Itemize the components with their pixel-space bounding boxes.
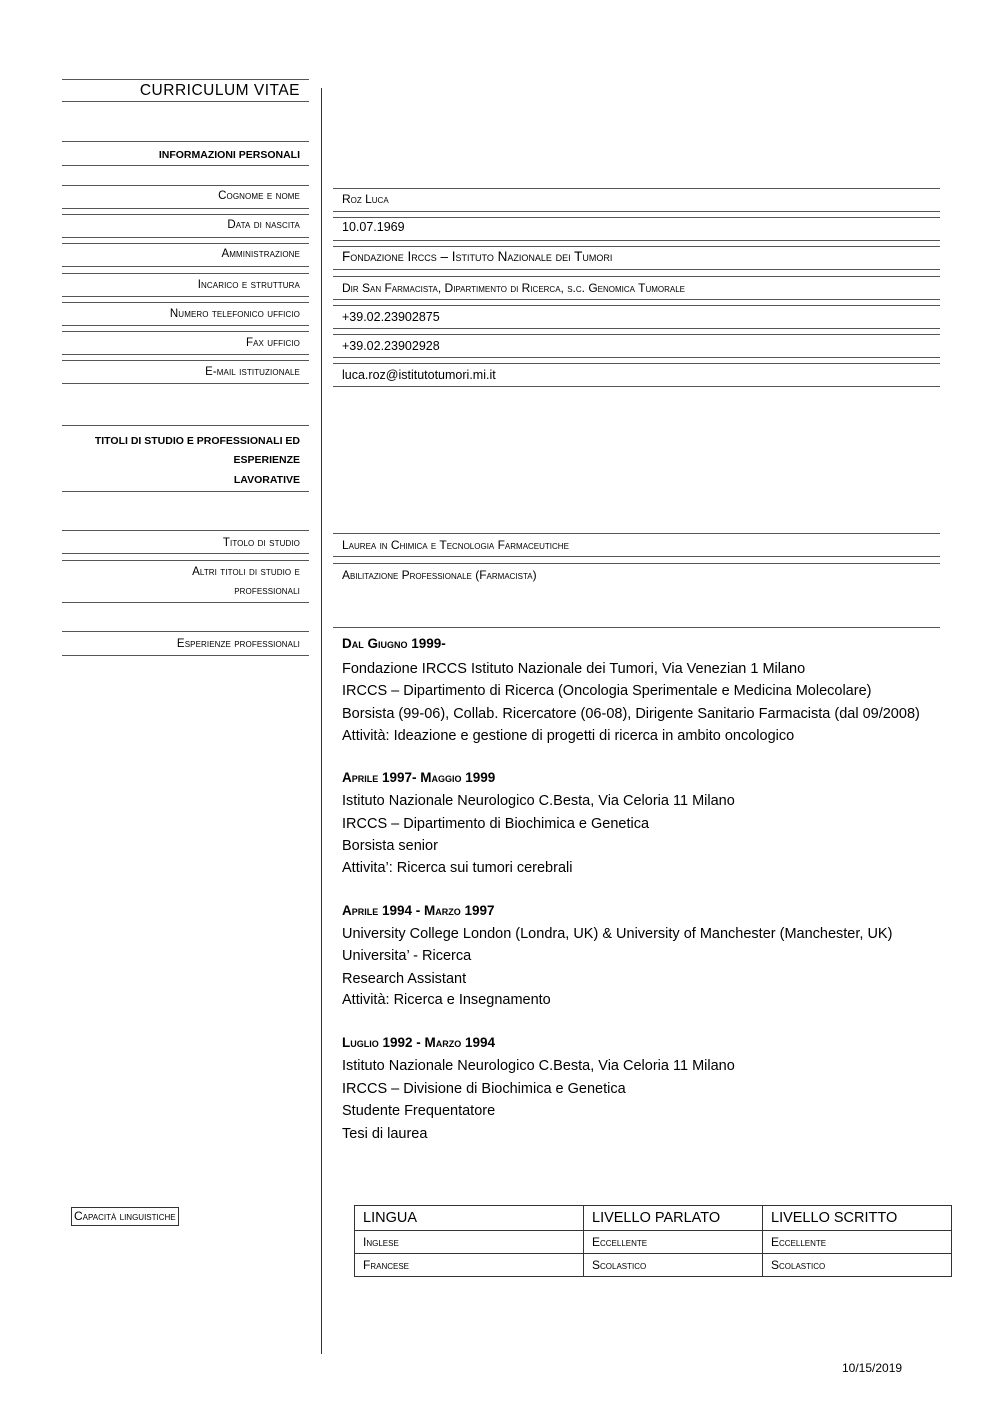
experience-line: University College London (Londra, UK) & University of Manchester (Manchester, UK): [342, 926, 893, 942]
divider: [333, 276, 940, 277]
experience-date: Aprile 1997- Maggio 1999: [342, 770, 496, 785]
titles-section-title-line3: LAVORATIVE: [233, 474, 300, 486]
table-cell: Francese: [355, 1254, 584, 1277]
label-birthdate: Data di nascita: [227, 219, 300, 231]
divider: [333, 299, 940, 300]
divider: [62, 560, 309, 561]
languages-table: [354, 1205, 952, 1277]
divider: [333, 357, 940, 358]
table-cell: Eccellente: [763, 1231, 952, 1254]
value-phone: +39.02.23902875: [342, 310, 440, 324]
table-row: [355, 1206, 952, 1231]
label-experience: Esperienze professionali: [176, 638, 300, 650]
value-position: Dir San Farmacista, Dipartimento di Ricerca, s.c. Genomica Tumorale: [342, 281, 686, 295]
divider: [62, 266, 309, 267]
titles-section-title-line2: ESPERIENZE: [233, 454, 300, 466]
table-header: LIVELLO SCRITTO: [763, 1206, 952, 1231]
label-study-title: Titolo di studio: [222, 537, 300, 549]
divider: [62, 273, 309, 274]
label-administration: Amministrazione: [221, 248, 300, 260]
divider: [333, 363, 940, 364]
divider: [62, 296, 309, 297]
label-phone: Numero telefonico ufficio: [169, 308, 300, 320]
divider: [62, 214, 309, 215]
divider: [333, 217, 940, 218]
table-header: LINGUA: [355, 1206, 584, 1231]
table-cell: Eccellente: [584, 1231, 763, 1254]
divider: [62, 553, 309, 554]
label-other-titles-line2: professionali: [234, 585, 300, 597]
header-rule-bottom: [62, 101, 309, 102]
divider: [333, 386, 940, 387]
languages-label: Capacità linguistiche: [71, 1207, 179, 1226]
divider: [333, 305, 940, 306]
divider: [333, 240, 940, 241]
divider: [62, 602, 309, 603]
divider: [62, 185, 309, 186]
experience-line: Borsista (99-06), Collab. Ricercatore (06-08), Dirigente Sanitario Farmacista (dal 09/2008): [342, 706, 920, 722]
divider: [333, 328, 940, 329]
divider: [62, 331, 309, 332]
divider: [62, 491, 309, 492]
divider: [333, 269, 940, 270]
divider: [333, 556, 940, 557]
value-birthdate: 10.07.1969: [342, 220, 405, 234]
experience-line: Attività: Ricerca e Insegnamento: [342, 992, 551, 1008]
experience-date: Luglio 1992 - Marzo 1994: [342, 1035, 496, 1050]
label-fax: Fax ufficio: [246, 337, 300, 349]
table-row: [355, 1231, 952, 1254]
divider: [62, 325, 309, 326]
divider: [62, 631, 309, 632]
divider: [333, 533, 940, 534]
header-rule-top: [62, 79, 309, 80]
divider: [333, 627, 940, 628]
table-cell: Scolastico: [763, 1254, 952, 1277]
experience-line: Fondazione IRCCS Istituto Nazionale dei Tumori, Via Venezian 1 Milano: [342, 661, 806, 677]
experience-line: Tesi di laurea: [342, 1126, 428, 1142]
divider: [62, 354, 309, 355]
experience-line: IRCCS – Dipartimento di Ricerca (Oncologia Sperimentale e Medicina Molecolare): [342, 683, 872, 699]
divider: [333, 334, 940, 335]
value-other-titles: Abilitazione Professionale (Farmacista): [342, 568, 537, 582]
label-name: Cognome e nome: [218, 190, 300, 202]
experience-line: Attivita’: Ricerca sui tumori cerebrali: [342, 860, 573, 876]
divider: [62, 530, 309, 531]
divider: [333, 211, 940, 212]
experience-line: IRCCS – Divisione di Biochimica e Genetica: [342, 1081, 626, 1097]
value-name: Roz Luca: [342, 192, 389, 206]
divider: [62, 655, 309, 656]
value-study-title: Laurea in Chimica e Tecnologia Farmaceutiche: [342, 538, 569, 552]
value-email: luca.roz@istitutotumori.mi.it: [342, 368, 496, 382]
label-other-titles-line1: Altri titoli di studio e: [192, 566, 300, 578]
titles-section-title-line1: TITOLI DI STUDIO E PROFESSIONALI ED: [94, 435, 300, 447]
experience-line: Studente Frequentatore: [342, 1103, 496, 1119]
divider: [62, 243, 309, 244]
table-cell: Scolastico: [584, 1254, 763, 1277]
experience-line: IRCCS – Dipartimento di Biochimica e Genetica: [342, 816, 650, 832]
experience-line: Attività: Ideazione e gestione di progetti di ricerca in ambito oncologico: [342, 728, 795, 744]
divider: [62, 208, 309, 209]
experience-line: Borsista senior: [342, 838, 438, 854]
experience-line: Research Assistant: [342, 971, 467, 987]
table-header: LIVELLO PARLATO: [584, 1206, 763, 1231]
label-email: E-mail istituzionale: [205, 366, 300, 378]
experience-date: Dal Giugno 1999-: [342, 636, 446, 651]
divider: [62, 237, 309, 238]
personal-section-title: INFORMAZIONI PERSONALI: [158, 149, 300, 161]
experience-date: Aprile 1994 - Marzo 1997: [342, 903, 495, 918]
divider: [62, 302, 309, 303]
divider: [333, 563, 940, 564]
divider: [62, 165, 309, 166]
value-administration: Fondazione Irccs – Istituto Nazionale dei Tumori: [342, 249, 613, 264]
table-cell: Inglese: [355, 1231, 584, 1254]
divider: [333, 188, 940, 189]
footer-date: 10/15/2019: [842, 1361, 903, 1375]
experience-line: Istituto Nazionale Neurologico C.Besta, Via Celoria 11 Milano: [342, 793, 735, 809]
value-fax: +39.02.23902928: [342, 339, 440, 353]
divider: [62, 425, 309, 426]
experience-line: Universita’ - Ricerca: [342, 948, 472, 964]
label-position: Incarico e struttura: [197, 279, 300, 291]
divider: [62, 360, 309, 361]
table-row: [355, 1254, 952, 1277]
column-divider: [321, 88, 322, 1354]
divider: [62, 141, 309, 142]
experience-line: Istituto Nazionale Neurologico C.Besta, Via Celoria 11 Milano: [342, 1058, 735, 1074]
cv-title: CURRICULUM VITAE: [139, 82, 300, 99]
divider: [62, 383, 309, 384]
divider: [333, 246, 940, 247]
